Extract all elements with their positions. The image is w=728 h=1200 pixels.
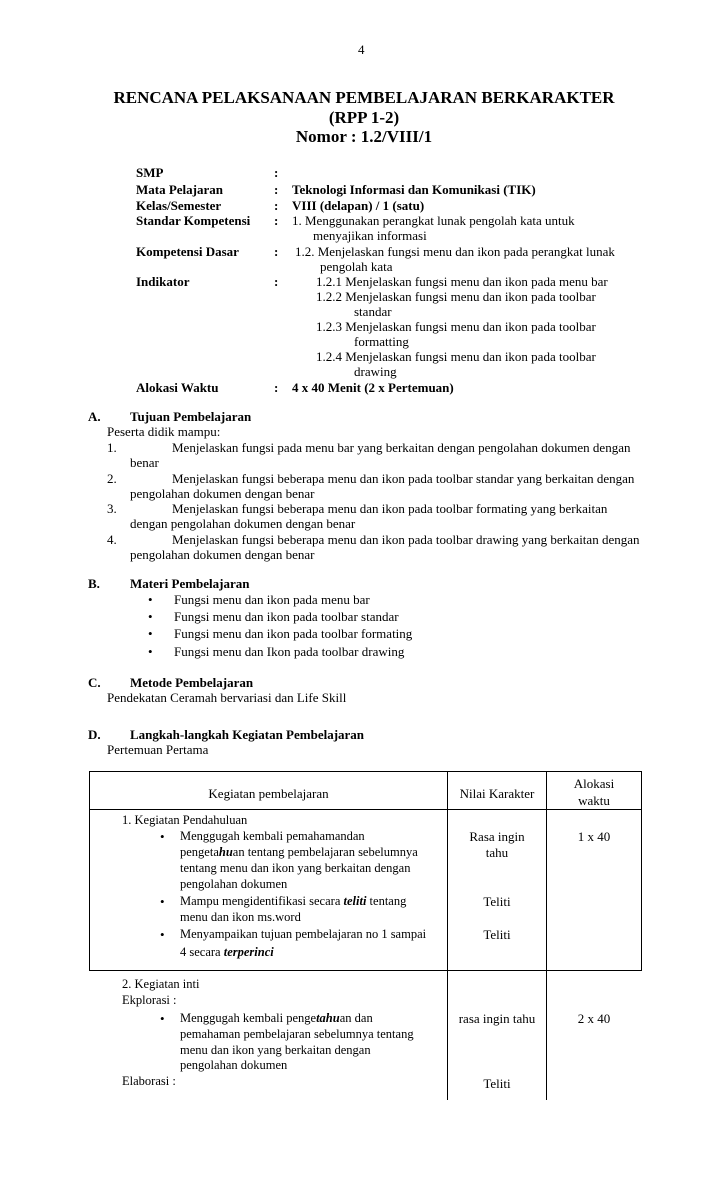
section-letter: C. — [88, 675, 101, 690]
list-item-cont: benar — [130, 455, 159, 470]
kd-label: Kompetensi Dasar — [136, 244, 239, 259]
bullet-icon: • — [160, 1011, 165, 1026]
section-letter: B. — [88, 576, 100, 591]
document-number: Nomor : 1.2/VIII/1 — [295, 127, 433, 146]
activity-line: menu dan ikon ms.word — [180, 910, 301, 924]
row-subtitle: Elaborasi : — [122, 1074, 176, 1088]
activity-line: Menyampaikan tujuan pembelajaran no 1 sampai — [180, 927, 427, 941]
table-border — [89, 970, 642, 971]
indikator-item: 1.2.4 Menjelaskan fungsi menu dan ikon pada toolbar — [316, 349, 596, 364]
section-heading: Metode Pembelajaran — [130, 675, 254, 690]
bullet-icon: • — [160, 829, 165, 844]
activity-line: menu dan ikon yang berkaitan dengan — [180, 1043, 371, 1057]
activity-line: pemahaman pembelajaran sebelumnya tentang — [180, 1027, 414, 1041]
table-border — [641, 771, 642, 971]
nilai-karakter: Teliti — [483, 894, 511, 909]
activity-line: tentang menu dan ikon yang berkaitan dengan — [180, 861, 411, 875]
activity-line: Menggugah kembali pemahamandan — [180, 829, 365, 843]
indikator-item: 1.2.3 Menjelaskan fungsi menu dan ikon pada toolbar — [316, 319, 596, 334]
activity-line: pengetahuan tentang pembelajaran sebelumnya — [180, 845, 418, 859]
indikator-label: Indikator — [136, 274, 190, 289]
table-border — [89, 809, 642, 810]
section-letter: D. — [88, 727, 101, 742]
activity-line: pengolahan dokumen — [180, 1058, 288, 1072]
indikator-item: 1.2.1 Menjelaskan fungsi menu dan ikon pada menu bar — [316, 274, 608, 289]
row-title: 2. Kegiatan inti — [122, 977, 200, 991]
list-item: Menjelaskan fungsi beberapa menu dan ikon pada toolbar drawing yang berkaitan dengan — [172, 532, 640, 547]
smp-colon: : — [274, 165, 279, 180]
kelas-label: Kelas/Semester — [136, 198, 222, 213]
header-alokasi-cont: waktu — [578, 793, 610, 808]
colon: : — [274, 198, 279, 213]
indikator-item-cont: drawing — [354, 364, 397, 379]
list-item: Menjelaskan fungsi beberapa menu dan ikon pada toolbar formating yang berkaitan — [172, 501, 608, 516]
nilai-karakter: Teliti — [483, 1076, 511, 1091]
header-nilai: Nilai Karakter — [459, 786, 535, 801]
list-item: Menjelaskan fungsi beberapa menu dan ikon pada toolbar standar yang berkaitan dengan — [172, 471, 635, 486]
waktu-label: Alokasi Waktu — [136, 380, 219, 395]
bullet-icon: • — [148, 609, 153, 624]
list-number: 2. — [107, 471, 117, 486]
sk-label: Standar Kompetensi — [136, 213, 251, 228]
bullet-icon: • — [148, 592, 153, 607]
sk-value-line2: menyajikan informasi — [313, 228, 427, 243]
bullet-icon: • — [160, 894, 165, 909]
list-number: 1. — [107, 440, 117, 455]
colon: : — [274, 244, 279, 259]
section-subheading: Pertemuan Pertama — [107, 742, 209, 757]
indikator-item-cont: formatting — [354, 334, 409, 349]
section-heading: Langkah-langkah Kegiatan Pembelajaran — [130, 727, 365, 742]
kelas-value: VIII (delapan) / 1 (satu) — [292, 198, 425, 213]
bullet-icon: • — [160, 927, 165, 942]
colon: : — [274, 213, 279, 228]
section-intro: Peserta didik mampu: — [107, 424, 221, 439]
indikator-item: 1.2.2 Menjelaskan fungsi menu dan ikon pada toolbar — [316, 289, 596, 304]
list-item: Fungsi menu dan ikon pada toolbar standar — [174, 609, 399, 624]
section-heading: Tujuan Pembelajaran — [130, 409, 252, 424]
activity-line: pengolahan dokumen — [180, 877, 288, 891]
activity-line: Menggugah kembali pengetahuan dan — [180, 1011, 373, 1025]
list-item-cont: dengan pengolahan dokumen dengan benar — [130, 516, 356, 531]
alokasi-waktu: 2 x 40 — [577, 1011, 611, 1026]
nilai-karakter: Teliti — [483, 927, 511, 942]
smp-label: SMP — [136, 165, 164, 180]
indikator-item-cont: standar — [354, 304, 392, 319]
row-title: 1. Kegiatan Pendahuluan — [122, 813, 248, 827]
kd-value-line2: pengolah kata — [320, 259, 393, 274]
nilai-karakter: Rasa ingin — [469, 829, 525, 844]
list-number: 4. — [107, 532, 117, 547]
mapel-label: Mata Pelajaran — [136, 182, 224, 197]
table-border — [89, 771, 642, 772]
row-subtitle: Ekplorasi : — [122, 993, 177, 1007]
header-alokasi: Alokasi — [573, 776, 615, 791]
activity-line: 4 secara terperinci — [180, 945, 274, 959]
nilai-karakter: rasa ingin tahu — [458, 1011, 536, 1026]
list-item-cont: pengolahan dokumen dengan benar — [130, 486, 315, 501]
list-item-cont: pengolahan dokumen dengan benar — [130, 547, 315, 562]
bullet-icon: • — [148, 626, 153, 641]
section-letter: A. — [88, 409, 101, 424]
list-item: Fungsi menu dan Ikon pada toolbar drawing — [174, 644, 405, 659]
document-title: RENCANA PELAKSANAAN PEMBELAJARAN BERKARAKTER — [113, 88, 615, 107]
list-item: Fungsi menu dan ikon pada toolbar formating — [174, 626, 413, 641]
colon: : — [274, 380, 279, 395]
section-heading: Materi Pembelajaran — [130, 576, 250, 591]
header-kegiatan: Kegiatan pembelajaran — [208, 786, 329, 801]
document-subtitle: (RPP 1-2) — [328, 108, 400, 127]
mapel-value: Teknologi Informasi dan Komunikasi (TIK) — [292, 182, 536, 197]
bullet-icon: • — [148, 644, 153, 659]
table-border — [546, 771, 547, 1100]
list-number: 3. — [107, 501, 117, 516]
colon: : — [274, 182, 279, 197]
activity-line: Mampu mengidentifikasi secara teliti tentang — [180, 894, 407, 908]
waktu-value: 4 x 40 Menit (2 x Pertemuan) — [292, 380, 454, 395]
list-item: Menjelaskan fungsi pada menu bar yang berkaitan dengan pengolahan dokumen dengan — [172, 440, 631, 455]
section-text: Pendekatan Ceramah bervariasi dan Life Skill — [107, 690, 347, 705]
sk-value-line1: 1. Menggunakan perangkat lunak pengolah kata untuk — [292, 213, 575, 228]
alokasi-waktu: 1 x 40 — [577, 829, 611, 844]
kd-value-line1: 1.2. Menjelaskan fungsi menu dan ikon pada perangkat lunak — [295, 244, 615, 259]
colon: : — [274, 274, 279, 289]
nilai-karakter-cont: tahu — [485, 845, 509, 860]
page-number: 4 — [358, 42, 365, 57]
list-item: Fungsi menu dan ikon pada menu bar — [174, 592, 370, 607]
